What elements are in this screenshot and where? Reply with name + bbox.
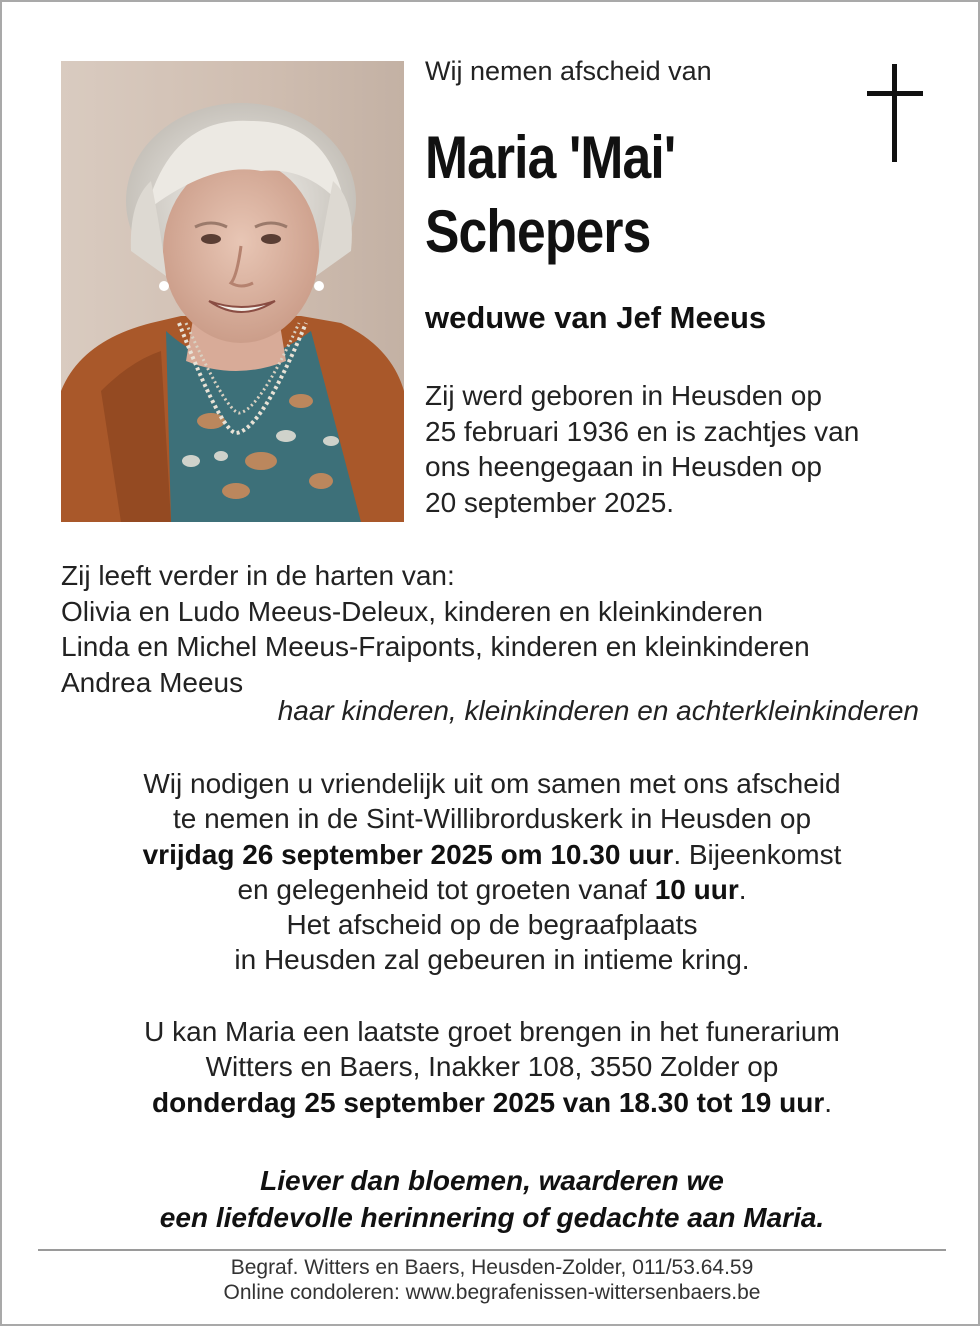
closing-line: Liever dan bloemen, waarderen we — [260, 1165, 724, 1196]
closing-line: een liefdevolle herinnering of gedachte aan Maria. — [159, 1202, 825, 1233]
spouse-line: weduwe van Jef Meeus — [425, 300, 767, 335]
bio-line: 25 februari 1936 en is zachtjes van — [425, 415, 860, 447]
name-line-1: Maria 'Mai' — [425, 124, 676, 191]
cross-icon — [867, 64, 923, 162]
bio-paragraph — [425, 378, 859, 520]
bio-line: 20 september 2025. — [425, 486, 675, 518]
viewing-line: Witters en Baers, Inakker 108, 3550 Zolder op — [205, 1051, 779, 1083]
invitation-line: Wij nodigen u vriendelijk uit om samen met ons afscheid — [143, 768, 841, 799]
name-line-2: Schepers — [425, 198, 651, 265]
footer — [2, 1255, 980, 1305]
deceased-name — [425, 121, 675, 269]
closing-message — [2, 1162, 980, 1236]
invitation-text: . Bijeenkomst — [673, 838, 842, 870]
survivors-heading: Zij leeft verder in de harten van: — [61, 560, 455, 591]
bio-line: ons heengegaan in Heusden op — [425, 451, 823, 482]
greeting-time: 10 uur — [654, 873, 739, 905]
invitation-paragraph — [2, 766, 980, 978]
survivor-line: Andrea Meeus — [61, 666, 244, 698]
invitation-text: . — [738, 873, 747, 905]
viewing-line — [2, 1085, 980, 1120]
invitation-line: te nemen in de Sint-Willibrorduskerk in Heusden op — [172, 803, 812, 835]
condolence-link[interactable]: Online condoleren: www.begrafenissen-wittersenbaers.be — [223, 1281, 761, 1304]
viewing-text: . — [824, 1086, 833, 1118]
bio-line: Zij werd geboren in Heusden op — [425, 380, 822, 411]
viewing-line: U kan Maria een laatste groet brengen in het funerarium — [144, 1016, 840, 1047]
invitation-line: in Heusden zal gebeuren in intieme kring. — [234, 944, 750, 976]
viewing-paragraph — [2, 1014, 980, 1120]
invitation-line: Het afscheid op de begraafplaats — [286, 909, 698, 941]
portrait-photo — [61, 61, 404, 522]
survivor-line: Olivia en Ludo Meeus-Deleux, kinderen en kleinkinderen — [61, 595, 763, 627]
survivors-list — [61, 558, 810, 700]
invitation-text: en gelegenheid tot groeten vanaf — [237, 873, 655, 905]
intro-text: Wij nemen afscheid van — [425, 56, 712, 86]
survivors-note: haar kinderen, kleinkinderen en achterkleinkinderen — [277, 695, 919, 726]
viewing-datetime: donderdag 25 september 2025 van 18.30 tot 19 uur — [151, 1086, 825, 1118]
footer-divider — [38, 1249, 946, 1251]
funeral-home-line: Begraf. Witters en Baers, Heusden-Zolder, 011/53.64.59 — [230, 1256, 754, 1279]
invitation-line — [2, 837, 980, 872]
ceremony-datetime: vrijdag 26 september 2025 om 10.30 uur — [142, 838, 674, 870]
invitation-line — [2, 872, 980, 907]
survivor-line: Linda en Michel Meeus-Fraiponts, kinderen en kleinkinderen — [61, 631, 810, 662]
